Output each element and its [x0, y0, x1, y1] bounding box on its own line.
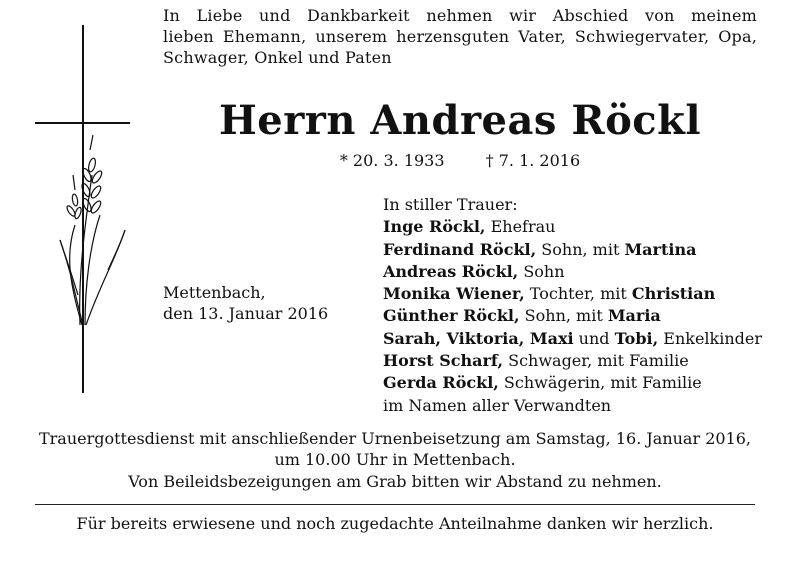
- service-line: Trauergottesdienst mit anschließender Urnenbeisetzung am Samstag, 16. Januar 2016,: [38, 429, 752, 448]
- mourner-row: Gerda Röckl, Schwägerin, mit Familie: [383, 373, 702, 393]
- mourning-heading: In stiller Trauer:: [383, 195, 518, 214]
- mourner-row: Sarah, Viktoria, Maxi und Tobi, Enkelkinder: [383, 328, 762, 348]
- notice-date: den 13. Januar 2016: [163, 304, 329, 323]
- mourner-row: Monika Wiener, Tochter, mit Christian: [383, 284, 716, 304]
- condolence-note: Von Beileidsbezeigungen am Grab bitten wir Abstand zu nehmen.: [128, 472, 662, 491]
- divider: [35, 504, 755, 505]
- intro-line: Schwager, Onkel und Paten: [163, 48, 392, 67]
- intro-text: [163, 5, 757, 68]
- intro-line: lieben Ehemann, unserem herzensguten Vater, Schwiegervater, Opa,: [163, 27, 757, 46]
- deceased-name: Herrn Andreas Röckl: [218, 97, 702, 144]
- mourner-row: Andreas Röckl, Sohn: [383, 261, 565, 281]
- intro-line: In Liebe und Dankbarkeit nehmen wir Abschied von meinem: [163, 6, 757, 25]
- life-dates: [163, 151, 757, 170]
- thanks-note: Für bereits erwiesene und noch zugedachte Anteilnahme danken wir herzlich.: [76, 514, 714, 533]
- relatives-line: im Namen aller Verwandten: [383, 395, 612, 415]
- birth-date: * 20. 3. 1933: [339, 151, 445, 170]
- place: Mettenbach,: [163, 283, 266, 302]
- service-line: um 10.00 Uhr in Mettenbach.: [274, 450, 516, 469]
- mourner-row: Inge Röckl, Ehefrau: [383, 217, 556, 237]
- mourner-row: Günther Röckl, Sohn, mit Maria: [383, 306, 661, 326]
- mourners-list: [383, 194, 762, 417]
- service-info: [20, 428, 770, 470]
- place-and-date: [163, 282, 328, 324]
- mourner-row: Horst Scharf, Schwager, mit Familie: [383, 351, 689, 371]
- cross-with-wheat-icon: [30, 25, 140, 395]
- mourner-row: Ferdinand Röckl, Sohn, mit Martina: [383, 239, 697, 259]
- death-date: † 7. 1. 2016: [485, 151, 581, 170]
